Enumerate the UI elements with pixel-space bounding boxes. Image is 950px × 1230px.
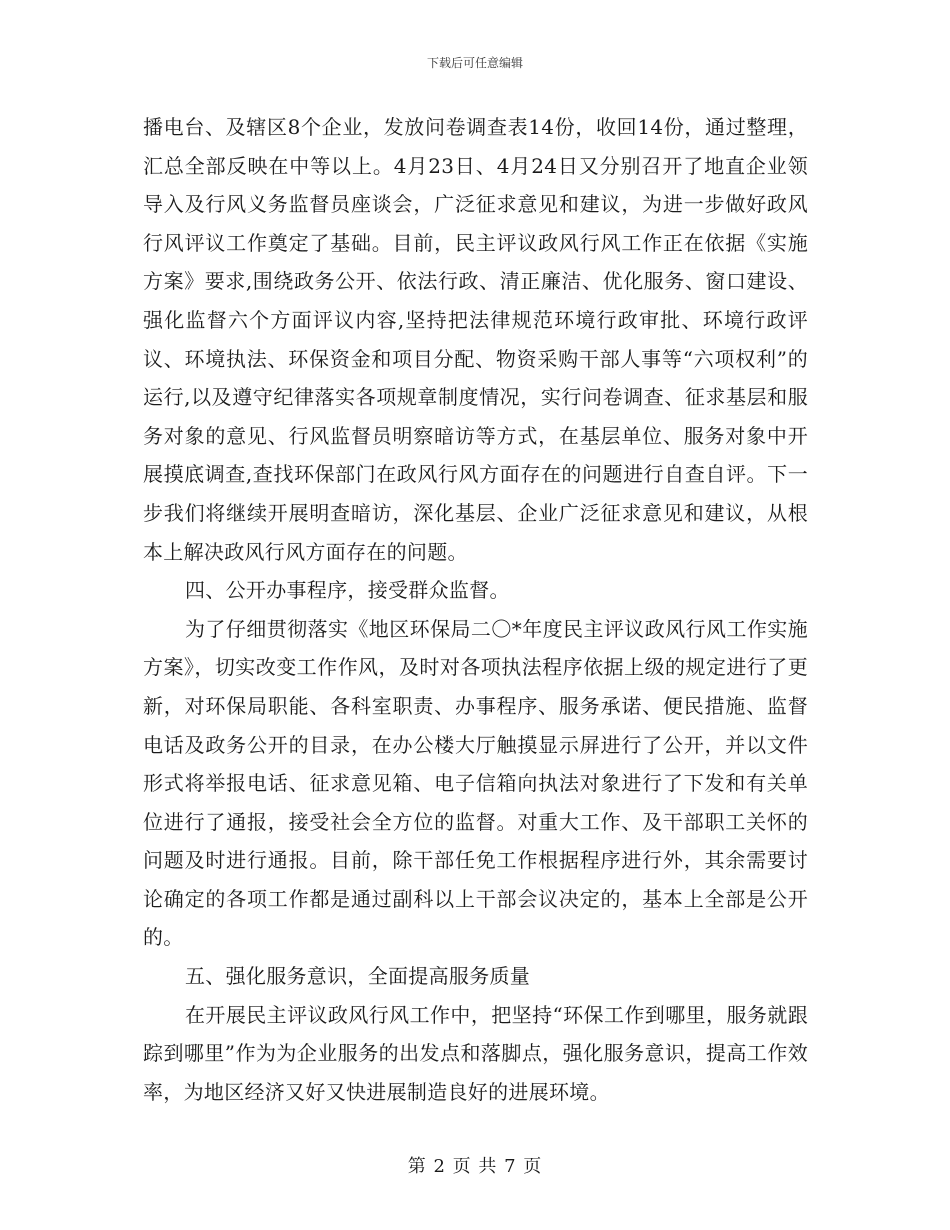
page-header: 下载后可任意编辑 xyxy=(426,56,523,70)
section-heading-five: 五、强化服务意识，全面提高服务质量 xyxy=(185,964,531,989)
document-body xyxy=(143,108,808,1111)
paragraph-continuation: 播电台、及辖区8个企业，发放问卷调查表14份，收回14份，通过整理，汇总全部反映在中等以上。4月23日、4月24日又分别召开了地直企业领导入及行风义务监督员座谈会，广泛征求意见和建议，为进一步做好政风行风评议工作奠定了基础。目前，民主评议政风行风工作正在依据《实施方案》要求,围绕政务公开、依法行政、清正廉洁、优化服务、窗口建设、强化监督六个方面评议内容,坚持把法律规范环境行政审批、环境行政评议、环境执法、环保资金和项目分配、物资采购干部人事等“六项权利”的运行,以及遵守纪律落实各项规章制度情况，实行问卷调查、征求基层和服务对象的意见、行风监督员明察暗访等方式，在基层单位、服务对象中开展摸底调查,查找环保部门在政风行风方面存在的问题进行自查自评。下一步我们将继续开展明查暗访，深化基层、企业广泛征求意见和建议，从根本上解决政风行风方面存在的问题。 xyxy=(143,115,808,564)
paragraph-section-four: 为了仔细贯彻落实《地区环保局二〇*年度民主评议政风行风工作实施方案》，切实改变工作作风，及时对各项执法程序依据上级的规定进行了更新，对环保局职能、各科室职责、办事程序、服务承诺、便民措施、监督电话及政务公开的目录，在办公楼大厅触摸显示屏进行了公开，并以文件形式将举报电话、征求意见箱、电子信箱向执法对象进行了下发和有关单位进行了通报，接受社会全方位的监督。对重大工作、及干部职工关怀的问题及时进行通报。目前，除干部任免工作根据程序进行外，其余需要讨论确定的各项工作都是通过副科以上干部会议决定的，基本上全部是公开的。 xyxy=(143,616,808,950)
paragraph-section-five: 在开展民主评议政风行风工作中，把坚持“环保工作到哪里，服务就跟踪到哪里”作为为企业服务的出发点和落脚点，强化服务意识，提高工作效率，为地区经济又好又快进展制造良好的进展环境。 xyxy=(143,1002,808,1104)
section-heading-four: 四、公开办事程序，接受群众监督。 xyxy=(185,578,510,603)
page-number-footer: 第 2 页 共 7 页 xyxy=(407,1156,543,1177)
